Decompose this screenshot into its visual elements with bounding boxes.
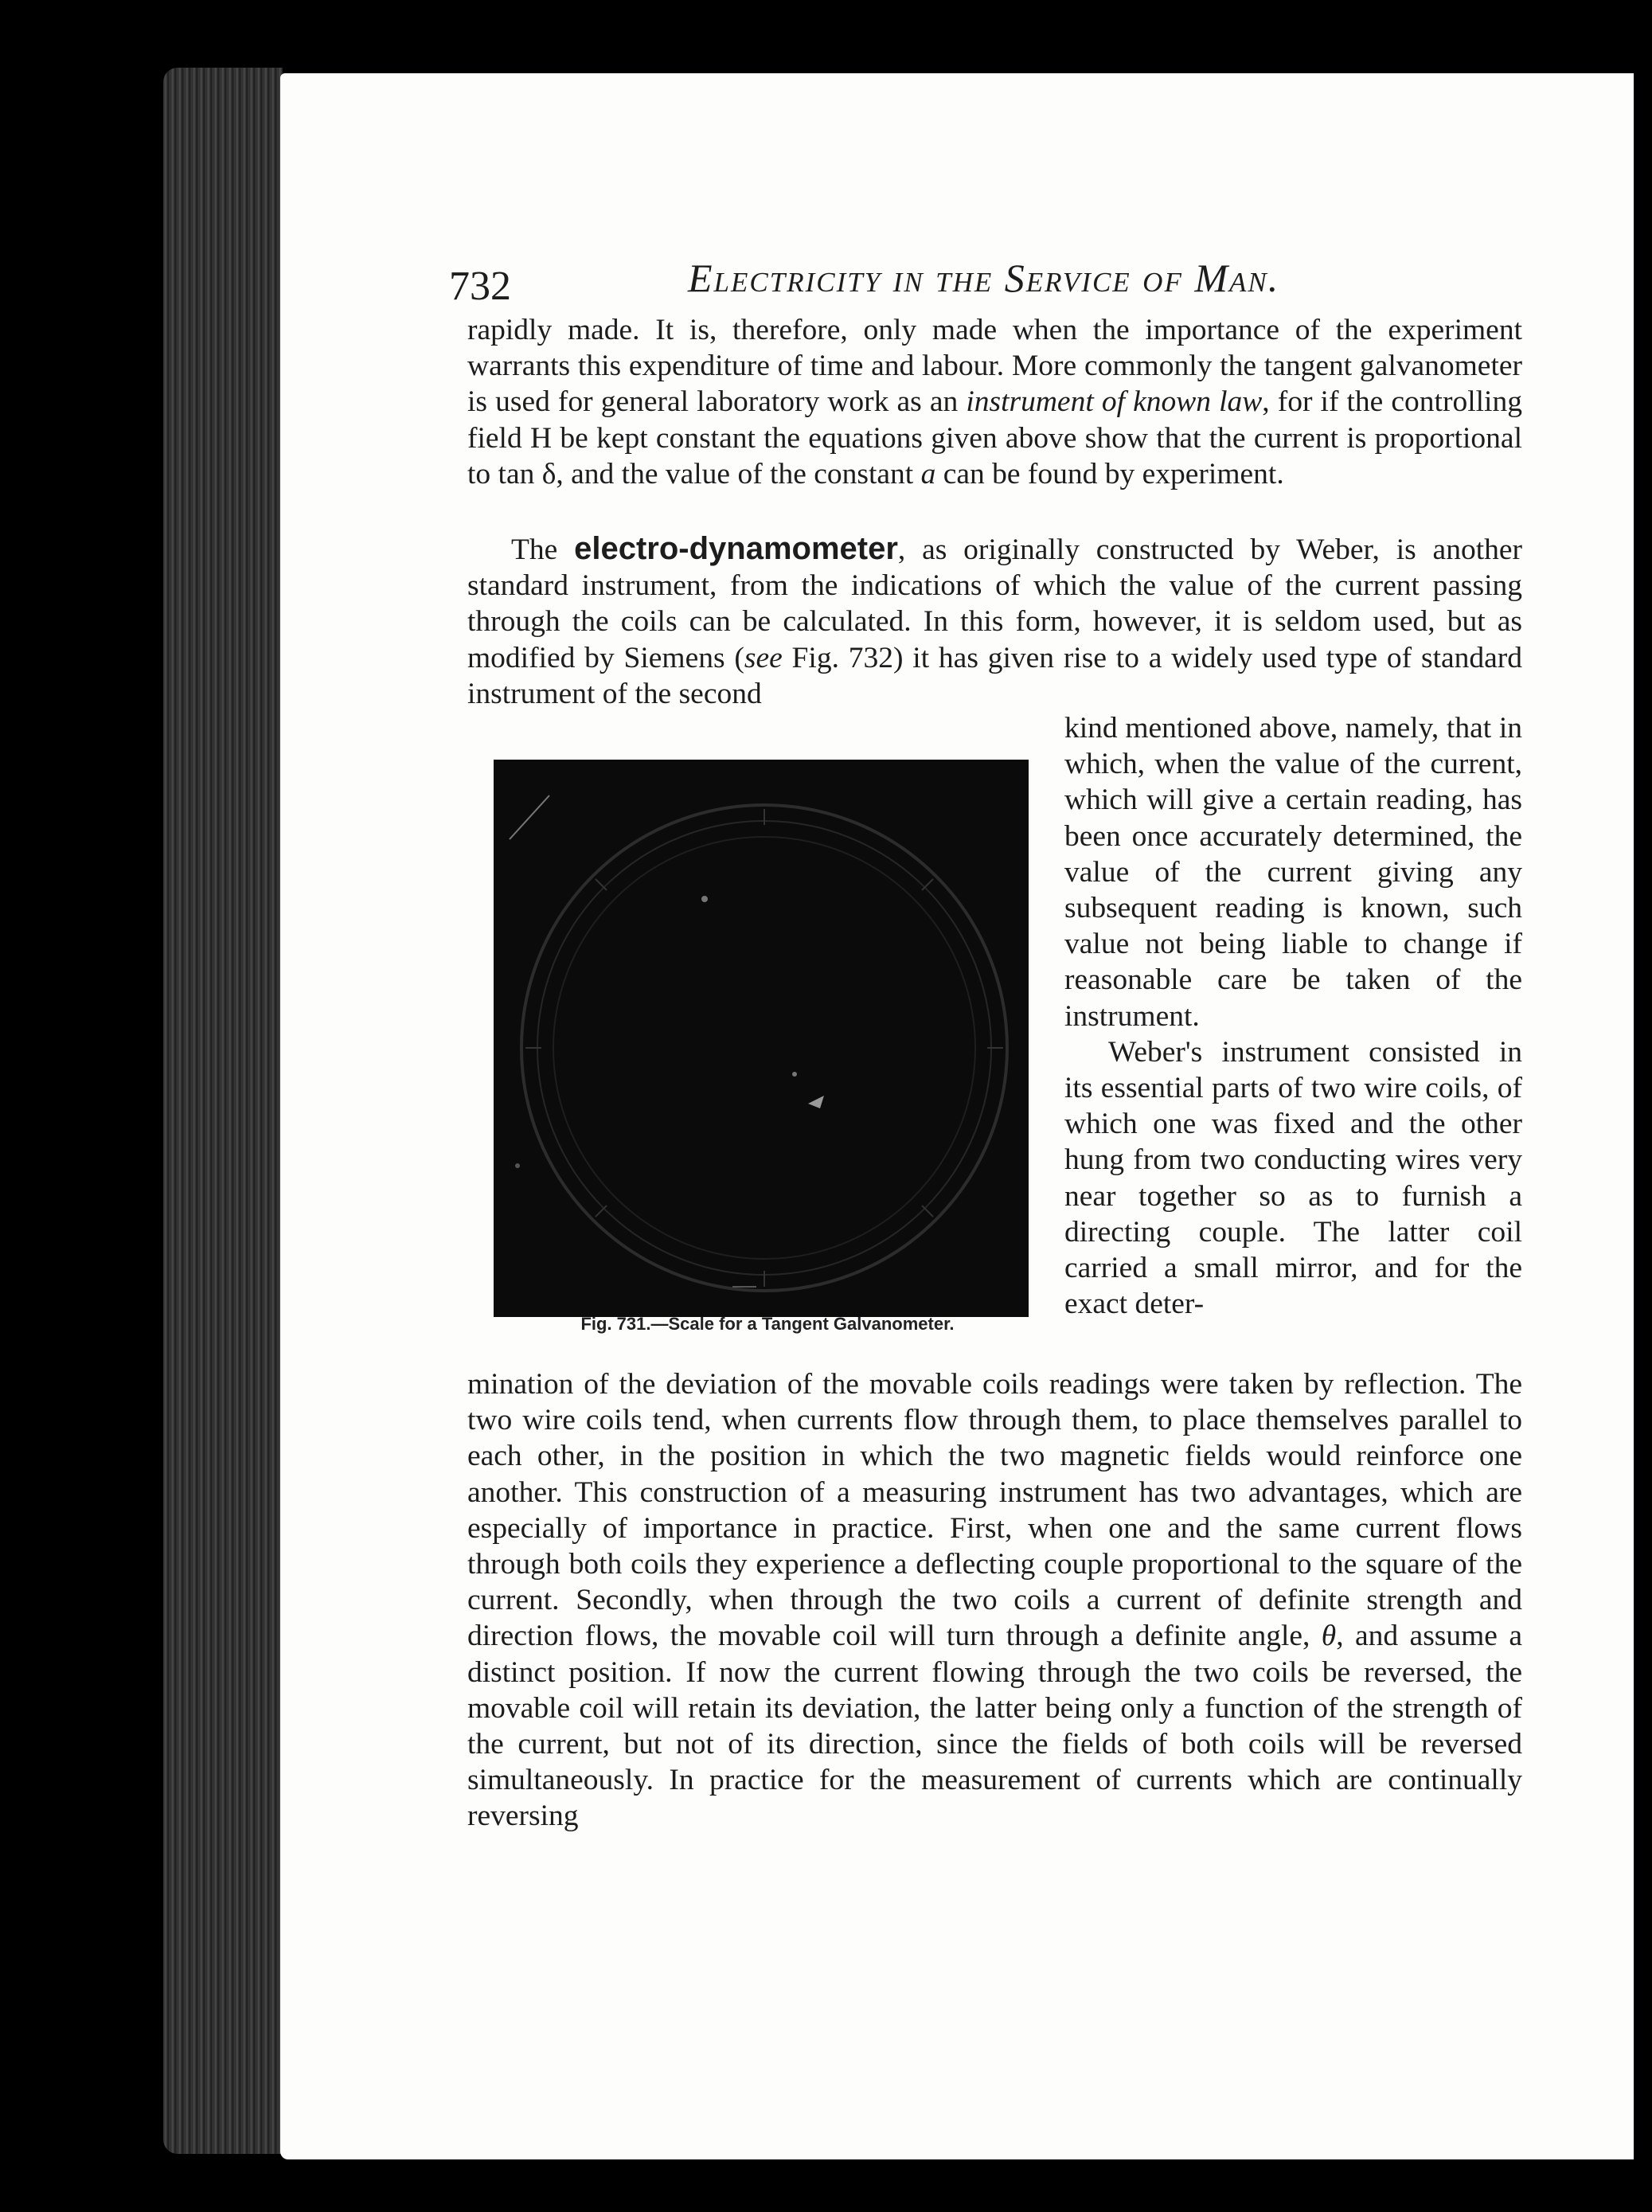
term-electro-dynamometer: electro-dynamometer — [574, 531, 898, 566]
para1-text-c: can be found by experiment. — [935, 457, 1284, 490]
galvanometer-scale-illustration — [494, 760, 1029, 1317]
book-page-edges — [163, 68, 283, 2154]
para2-text-a: , as originally constructed by Weber, is another standard instrument, from the indications of which the value of the current passing through the coils can be calculated. In this form, however, it is seldom used, but as modified by Siemens ( — [467, 533, 1522, 674]
para1-text-a: rapidly made. It is, therefore, only made when the importance of the experiment warrants this expenditure of time and labour. More commonly the tangent galvanometer is used for general laboratory work as an — [467, 314, 1522, 419]
para2-italic-see: see — [744, 641, 783, 674]
para3-text-a: mination of the deviation of the movable coils readings were taken by reflection. The two wire coils tend, when currents flow through them, to place themselves parallel to each other, in the position in which the two magnetic fields would reinforce one another. This construction of a measuring instrument has two advantages, which are especially of importance in practice. First, when one and the same current flows through both coils they experience a deflecting couple proportional to the square of the current. Secondly, when through the two coils a current of definite strength and direction flows, the movable coil will turn through a definite angle, — [467, 1368, 1522, 1653]
para3-side-text: Weber's instrument consisted in its essential parts of two wire coils, of which one was fixed and the other hung from two conducting wires very near together so as to furnish a directing couple. The latter coil carried a small mirror, and for the exact deter- — [1064, 1035, 1522, 1321]
page-number: 732 — [449, 264, 511, 309]
figure-caption: Fig. 731.—Scale for a Tangent Galvanometer. — [580, 1314, 955, 1334]
paragraph-weber-continued — [467, 1366, 1522, 1835]
para1-text-b: , for if the controlling field H be kept constant the equations given above show that the current is proportional to tan δ, and the value of the constant — [467, 385, 1522, 490]
running-title: Electricity in the Service of Man. — [688, 256, 1280, 300]
para2-side-text: kind mentioned above, namely, that in which, when the value of the current, which will give a certain reading, has been once accurately determined, the value of the current giving any subsequent reading is known, such value not being liable to change if reasonable care be taken of the instrument. — [1064, 712, 1522, 1033]
side-column-text — [1064, 710, 1522, 1322]
figure-tangent-galvanometer-scale — [494, 760, 1029, 1317]
para3-italic-theta: θ — [1321, 1620, 1337, 1653]
page — [280, 73, 1634, 2159]
para1-italic-known-law: instrument of known law — [966, 385, 1263, 419]
para2-lead: The — [511, 533, 575, 566]
para3-text-b: , and assume a distinct position. If now the current flowing through the two coils be reversed, the movable coil will retain its deviation, the latter being only a function of the strength of the current, but not of its direction, since the fields of both coils will be reversed simultaneously. In practice for the measurement of currents which are continually reversing — [467, 1620, 1522, 1833]
para1-italic-a: a — [920, 457, 936, 490]
para2-text-b: Fig. 732) it has given rise to a widely used type of standard instrument of the second — [467, 641, 1523, 710]
paragraph-tangent-galvanometer — [467, 312, 1522, 492]
paragraph-electro-dynamometer — [467, 531, 1522, 712]
